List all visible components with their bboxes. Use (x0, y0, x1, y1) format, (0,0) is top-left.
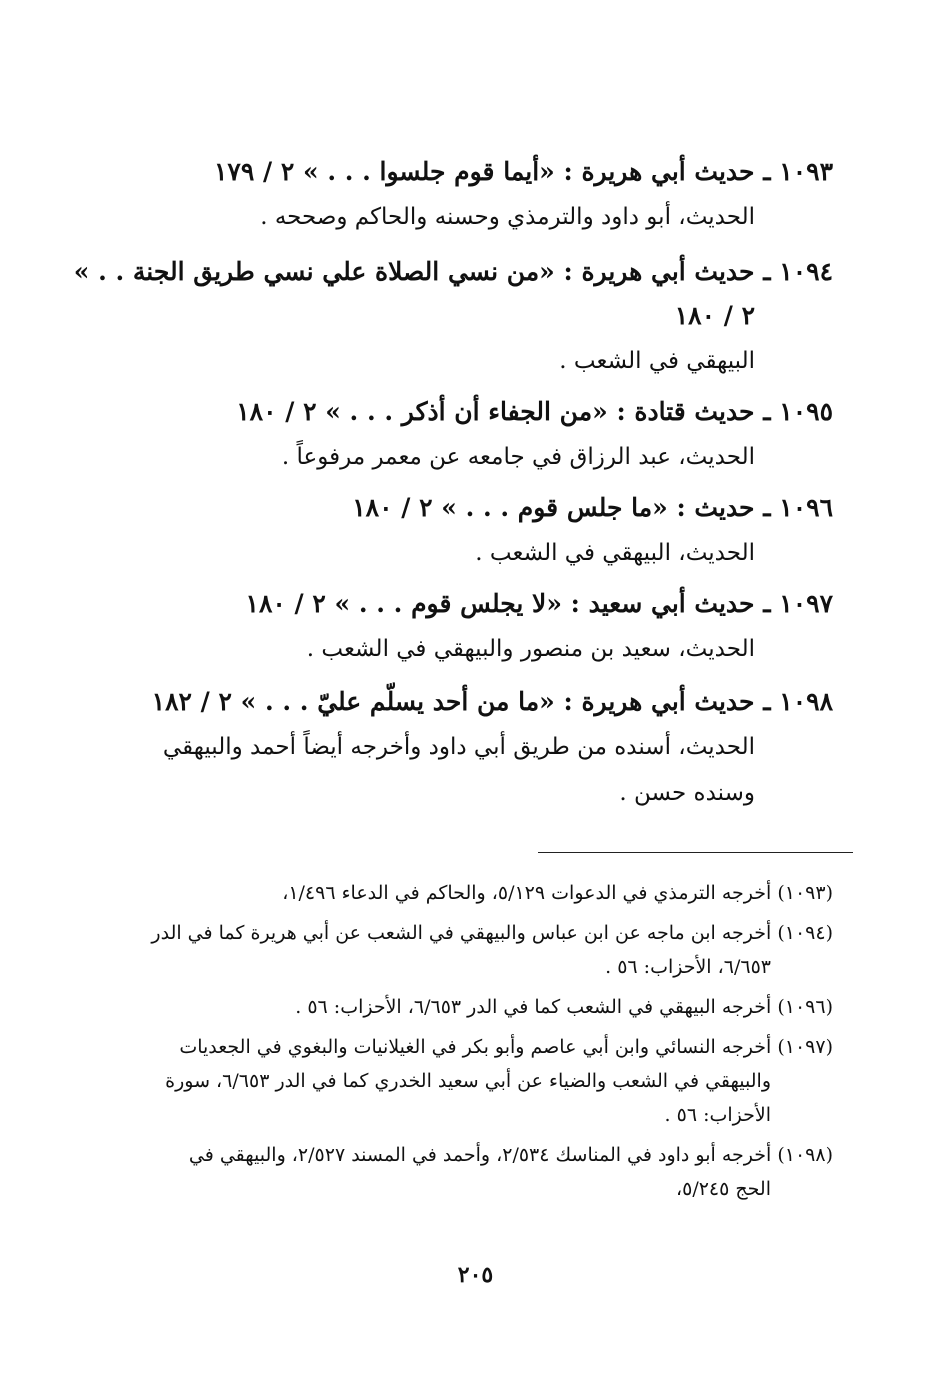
entry-prefix: حديث أبي هريرة : (563, 687, 755, 716)
hadith-entry-1094 (74, 250, 833, 384)
footnote-line: الحج ٥/٢٤٥، (675, 1178, 771, 1200)
entry-quote: «من الجفاء أن أذكر . . . » (325, 397, 608, 426)
entry-dash: ـ (763, 589, 771, 618)
entry-prefix: حديث : (676, 493, 755, 522)
footnote-1097 (133, 1030, 833, 1132)
entry-number: ١٠٩٨ (779, 687, 833, 716)
footnote-line: (١٠٩٣) أخرجه الترمذي في الدعوات ٥/١٢٩، والحاكم في الدعاء ١/٤٩٦، (282, 882, 833, 904)
footnote-line: والبيهقي في الشعب والضياء عن أبي سعيد الخدري كما في الدر ٦/٦٥٣، سورة (165, 1070, 771, 1092)
entry-dash: ـ (763, 397, 771, 426)
footnote-1093 (133, 876, 833, 910)
entry-reference: ٢ / ١٨٠ (674, 301, 755, 330)
entry-body-line: الحديث، عبد الرزاق في جامعه عن معمر مرفوعاً . (281, 444, 755, 470)
entry-number: ١٠٩٥ (779, 397, 833, 426)
entry-prefix: حديث أبي هريرة : (563, 157, 755, 186)
entry-number: ١٠٩٦ (779, 493, 833, 522)
hadith-entry-1093 (214, 150, 833, 240)
entry-body-line: الحديث، أبو داود والترمذي وحسنه والحاكم وصححه . (260, 204, 755, 230)
footnote-1098 (133, 1138, 833, 1206)
footnote-1094 (133, 916, 833, 984)
entry-quote: «لا يجلس قوم . . . » (334, 589, 562, 618)
footnote-1096 (133, 990, 833, 1024)
entry-prefix: حديث أبي هريرة : (563, 257, 755, 286)
entry-body-line: الحديث، سعيد بن منصور والبيهقي في الشعب . (306, 636, 755, 662)
entry-number: ١٠٩٤ (779, 257, 833, 286)
hadith-entry-1097 (246, 582, 833, 672)
footnote-line: الأحزاب: ٥٦ . (664, 1104, 771, 1126)
footnote-line: (١٠٩٤) أخرجه ابن ماجه عن ابن عباس والبيهقي في الشعب عن أبي هريرة كما في الدر (151, 922, 833, 944)
entry-reference: ٢ / ١٨٠ (245, 589, 326, 618)
entry-reference: ٢ / ١٧٩ (214, 157, 295, 186)
entry-quote: «أيما قوم جلسوا . . . » (303, 157, 555, 186)
page-number: ٢٠٥ (457, 1262, 494, 1288)
footnote-divider (538, 852, 853, 853)
footnote-line: (١٠٩٨) أخرجه أبو داود في المناسك ٢/٥٣٤، وأحمد في المسند ٢/٥٢٧، والبيهقي في (188, 1144, 833, 1166)
footnote-line: ٦/٦٥٣، الأحزاب: ٥٦ . (605, 956, 771, 978)
entry-prefix: حديث أبي سعيد : (570, 589, 755, 618)
entry-heading (214, 150, 833, 194)
entry-body-line: الحديث، أسنده من طريق أبي داود وأخرجه أيضاً أحمد والبيهقي (162, 734, 755, 760)
entry-reference-line (74, 294, 755, 338)
entry-heading (74, 250, 833, 294)
footnote-line: (١٠٩٦) أخرجه البيهقي في الشعب كما في الدر ٦/٦٥٣، الأحزاب: ٥٦ . (295, 996, 833, 1018)
entry-heading (236, 390, 833, 434)
entry-prefix: حديث قتادة : (616, 397, 755, 426)
entry-number: ١٠٩٧ (779, 589, 833, 618)
hadith-entry-1098 (152, 680, 833, 816)
entry-dash: ـ (763, 687, 771, 716)
entry-quote: «ما من أحد يسلّم عليّ . . . » (240, 687, 555, 716)
entry-reference: ٢ / ١٨٠ (352, 493, 433, 522)
entry-heading (352, 486, 833, 530)
entry-dash: ـ (763, 157, 771, 186)
entry-reference: ٢ / ١٨٢ (151, 687, 232, 716)
footnotes (133, 876, 833, 1212)
entry-reference: ٢ / ١٨٠ (236, 397, 317, 426)
entry-body-line: الحديث، البيهقي في الشعب . (475, 540, 755, 566)
entry-number: ١٠٩٣ (779, 157, 833, 186)
entry-dash: ـ (763, 257, 771, 286)
entry-heading (152, 680, 833, 724)
hadith-entry-1096 (352, 486, 833, 576)
entry-quote: «ما جلس قوم . . . » (441, 493, 668, 522)
entry-body-line: البيهقي في الشعب . (559, 348, 755, 374)
footnote-line: (١٠٩٧) أخرجه النسائي وابن أبي عاصم وأبو بكر في الغيلانيات والبغوي في الجعديات (179, 1036, 833, 1058)
entry-heading (246, 582, 833, 626)
entry-dash: ـ (763, 493, 771, 522)
entry-quote: «من نسي الصلاة علي نسي طريق الجنة . . » (73, 257, 555, 286)
hadith-entry-1095 (236, 390, 833, 480)
entry-body-line: وسنده حسن . (619, 780, 755, 806)
